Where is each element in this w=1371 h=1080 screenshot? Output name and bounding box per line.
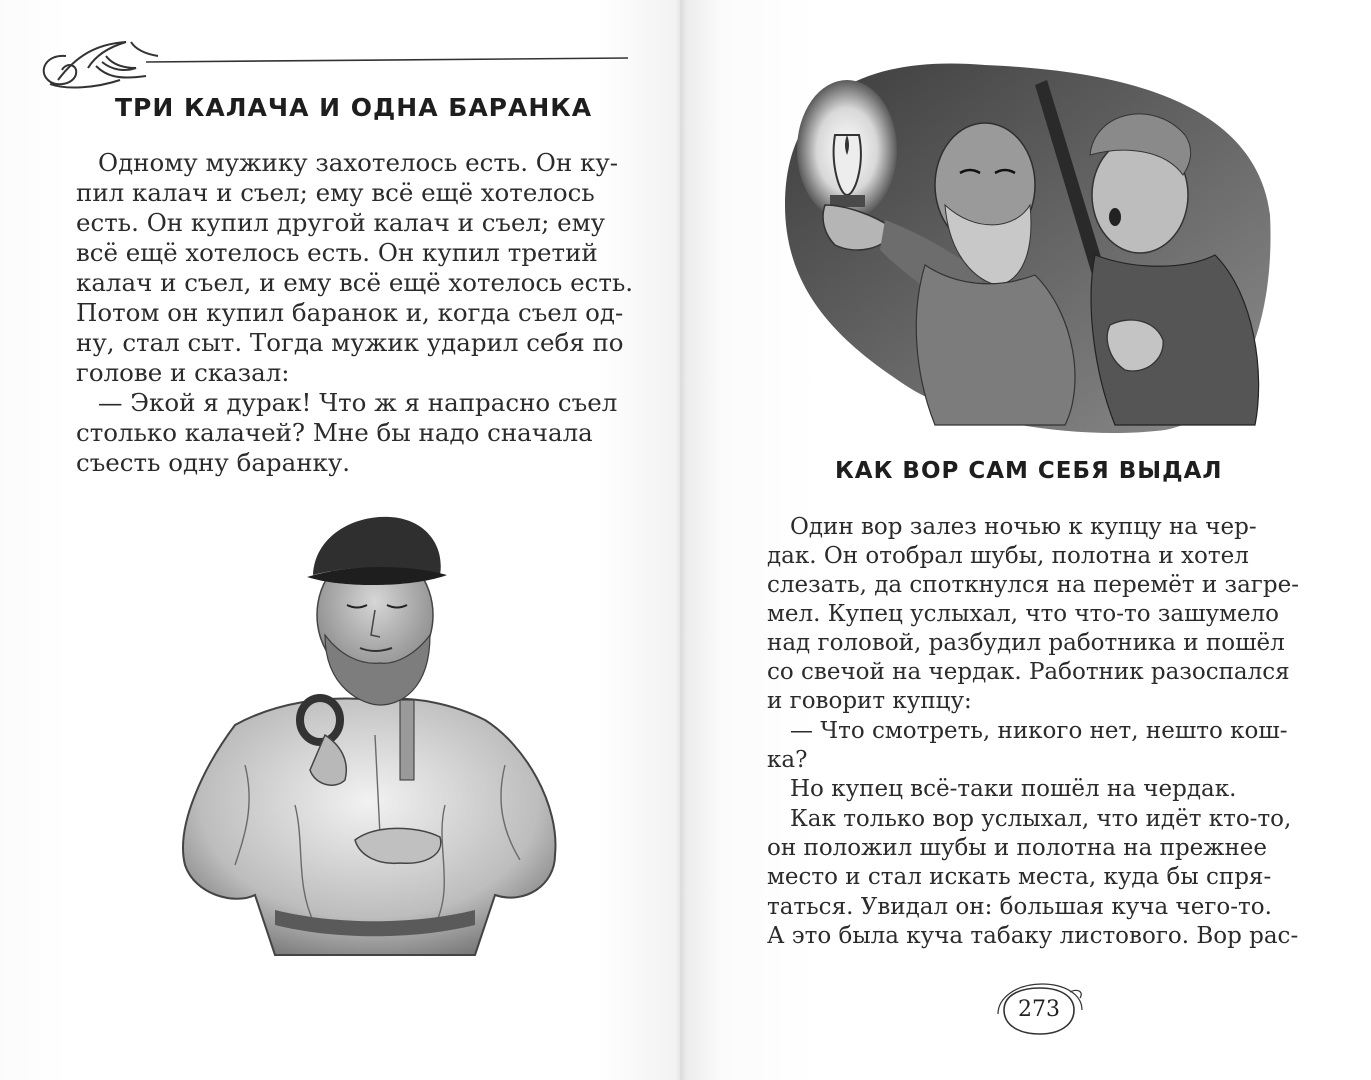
text-line: съесть одну баранку. bbox=[76, 448, 351, 477]
text-line: голове и сказал: bbox=[76, 358, 290, 387]
thief-with-lamp-illustration bbox=[785, 55, 1275, 435]
text-line: Но купец всё-таки пошёл на чердак. bbox=[790, 776, 1237, 802]
text-line: место и стал искать места, куда бы спря- bbox=[767, 864, 1272, 890]
text-line: пил калач и съел; ему всё ещё хотелось bbox=[76, 178, 595, 207]
text-line: со свечой на чердак. Работник разоспался bbox=[767, 659, 1290, 685]
text-line: — Что смотреть, никого нет, нешто кош- bbox=[790, 718, 1288, 744]
text-line: — Экой я дурак! Что ж я напрасно съел bbox=[98, 388, 618, 417]
text-line: мел. Купец услыхал, что что-то зашумело bbox=[767, 601, 1280, 627]
text-line: есть. Он купил другой калач и съел; ему bbox=[76, 208, 606, 237]
text-line: ка? bbox=[767, 747, 808, 773]
text-line: А это была куча табаку листового. Вор рас- bbox=[767, 923, 1299, 949]
story-title-thief: КАК ВОР САМ СЕБЯ ВЫДАЛ bbox=[835, 458, 1223, 484]
man-with-baranka-illustration bbox=[175, 505, 575, 965]
story-title-three-kalachi: ТРИ КАЛАЧА И ОДНА БАРАНКА bbox=[115, 93, 593, 122]
text-line: и говорит купцу: bbox=[767, 688, 972, 714]
header-ornament bbox=[36, 36, 636, 96]
text-line: столько калачей? Мне бы надо сначала bbox=[76, 418, 593, 447]
text-line: дак. Он отобрал шубы, полотна и хотел bbox=[767, 543, 1249, 569]
text-line: Один вор залез ночью к купцу на чер- bbox=[790, 514, 1257, 540]
page-number: 273 bbox=[1018, 997, 1060, 1022]
text-line: калач и съел, и ему всё ещё хотелось есть. bbox=[76, 268, 634, 297]
text-line: ну, стал сыт. Тогда мужик ударил себя по bbox=[76, 328, 624, 357]
text-line: Одному мужику захотелось есть. Он ку- bbox=[98, 148, 619, 177]
text-line: над головой, разбудил работника и пошёл bbox=[767, 630, 1285, 656]
book-gutter bbox=[676, 0, 686, 1080]
text-line: слезать, да споткнулся на перемёт и загре- bbox=[767, 572, 1299, 598]
text-line: таться. Увидал он: большая куча чего-то. bbox=[767, 894, 1272, 920]
text-line: Как только вор услыхал, что идёт кто-то, bbox=[790, 806, 1292, 832]
text-line: всё ещё хотелось есть. Он купил третий bbox=[76, 238, 598, 267]
text-line: он положил шубы и полотна на прежнее bbox=[767, 835, 1267, 861]
text-line: Потом он купил баранок и, когда съел од- bbox=[76, 298, 624, 327]
